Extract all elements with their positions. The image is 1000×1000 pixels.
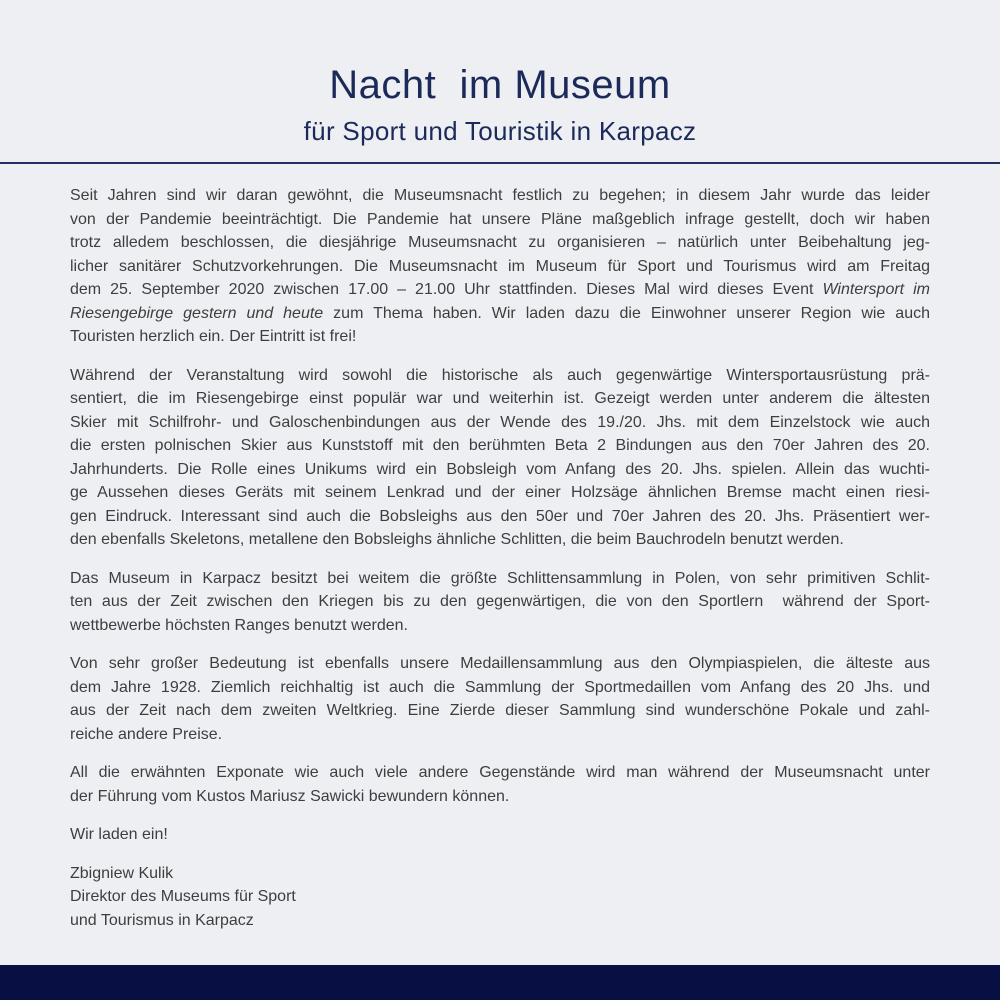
text-line: Skier mit Schilfrohr- und Galoschenbindungen aus der Wende des 19./20. Jhs. mit dem Einzelstock wie auch — [70, 413, 930, 431]
page-title: Nacht im Museum — [329, 63, 671, 107]
signature-name: Zbigniew Kulik — [70, 864, 174, 882]
text-line: Touristen herzlich ein. Der Eintritt ist frei! — [70, 328, 357, 345]
text-line: dem Jahre 1928. Ziemlich reichhaltig ist auch die Sammlung der Sportmedaillen vom Anfang des 20 Jhs. und — [70, 678, 930, 696]
text-line: den ebenfalls Skeletons, metallene den Bobsleighs ähnliche Schlitten, die beim Bauchrodeln benutzt werden. — [70, 531, 844, 548]
text-line: der Führung vom Kustos Mariusz Sawicki bewundern können. — [70, 787, 510, 805]
text-line: aus der Zeit nach dem zweiten Weltkrieg. Eine Zierde dieser Sammlung sind wunderschöne Pokale und zahl- — [70, 702, 930, 719]
invitation-line — [70, 823, 930, 847]
text-line: gen Eindruck. Interessant sind auch die Bobsleighs aus den 50er und 70er Jahren des 20. Jhs. Präsentiert wer- — [70, 507, 930, 525]
text-line: licher sanitärer Schutzvorkehrungen. Die Museumsnacht im Museum für Sport und Tourismus wird am Freitag — [70, 257, 930, 275]
event-title-italic: Riesengebirge gestern und heute — [70, 304, 324, 322]
text-line: sentiert, die im Riesengebirge einst populär war und weiterhin ist. Gezeigt werden unter anderem die ältesten — [70, 390, 930, 407]
text-line — [70, 278, 930, 302]
text-run: dem 25. September 2020 zwischen 17.00 – 21.00 Uhr stattfinden. Dieses Mal wird dieses Event — [70, 281, 823, 298]
text-run: zum Thema haben. Wir laden dazu die Einwohner unserer Region wie auch — [323, 304, 930, 322]
text-line: ten aus der Zeit zwischen den Kriegen bis zu den gegenwärtigen, die von den Sportlern während der Sport- — [70, 593, 930, 610]
text-line: die ersten polnischen Skier aus Kunststoff mit den berühmten Beta 2 Bindungen aus den 70er Jahren des 20. — [70, 437, 930, 454]
header — [0, 0, 1000, 146]
text-line: reiche andere Preise. — [70, 725, 223, 743]
footer-bar — [0, 965, 1000, 1000]
page-subtitle: für Sport und Touristik in Karpacz — [303, 116, 697, 146]
text-line: von der Pandemie beeinträchtigt. Die Pandemie hat unsere Pläne maßgeblich infrage gestellt, doch wir haben — [70, 210, 930, 228]
text-line: Von sehr großer Bedeutung ist ebenfalls unsere Medaillensammlung aus den Olympiaspielen, die älteste aus — [70, 655, 930, 672]
text-line: wettbewerbe höchsten Ranges benutzt werden. — [70, 616, 408, 634]
paragraph-guided-tour — [70, 761, 930, 808]
signature-role-line2: und Tourismus in Karpacz — [70, 911, 254, 929]
body-text — [70, 184, 930, 932]
text-line: Jahrhunderts. Die Rolle eines Unikums wird ein Bobsleigh vom Anfang des 20. Jhs. spielen. Allein das wuchti- — [70, 460, 930, 478]
paragraph-exhibits — [70, 364, 930, 552]
text-line: Wir laden ein! — [70, 826, 168, 843]
header-divider — [0, 162, 1000, 164]
signature-block — [70, 862, 930, 933]
text-line: Seit Jahren sind wir daran gewöhnt, die Museumsnacht festlich zu begehen; in diesem Jahr wurde das leider — [70, 187, 930, 204]
text-line: Während der Veranstaltung wird sowohl die historische als auch gegenwärtige Wintersportausrüstung prä- — [70, 366, 930, 384]
paragraph-medal-collection — [70, 652, 930, 746]
paragraph-sled-collection — [70, 567, 930, 638]
text-line: Das Museum in Karpacz besitzt bei weitem die größte Schlittensammlung in Polen, von sehr primitiven Schlit- — [70, 569, 930, 587]
text-line: All die erwähnten Exponate wie auch viele andere Gegenstände wird man während der Museumsnacht unter — [70, 764, 930, 781]
text-line: ge Aussehen dieses Geräts mit seinem Lenkrad und der einer Holzsäge ähnlichen Bremse macht einen riesi- — [70, 484, 930, 501]
paragraph-museumsnacht-intro — [70, 184, 930, 349]
event-title-italic: Wintersport im — [822, 281, 931, 298]
text-line: trotz alledem beschlossen, die diesjährige Museumsnacht zu organisieren – natürlich unter Beibehaltung jeg- — [70, 234, 930, 251]
text-line — [70, 302, 930, 326]
signature-role-line1: Direktor des Museums für Sport — [70, 888, 296, 905]
